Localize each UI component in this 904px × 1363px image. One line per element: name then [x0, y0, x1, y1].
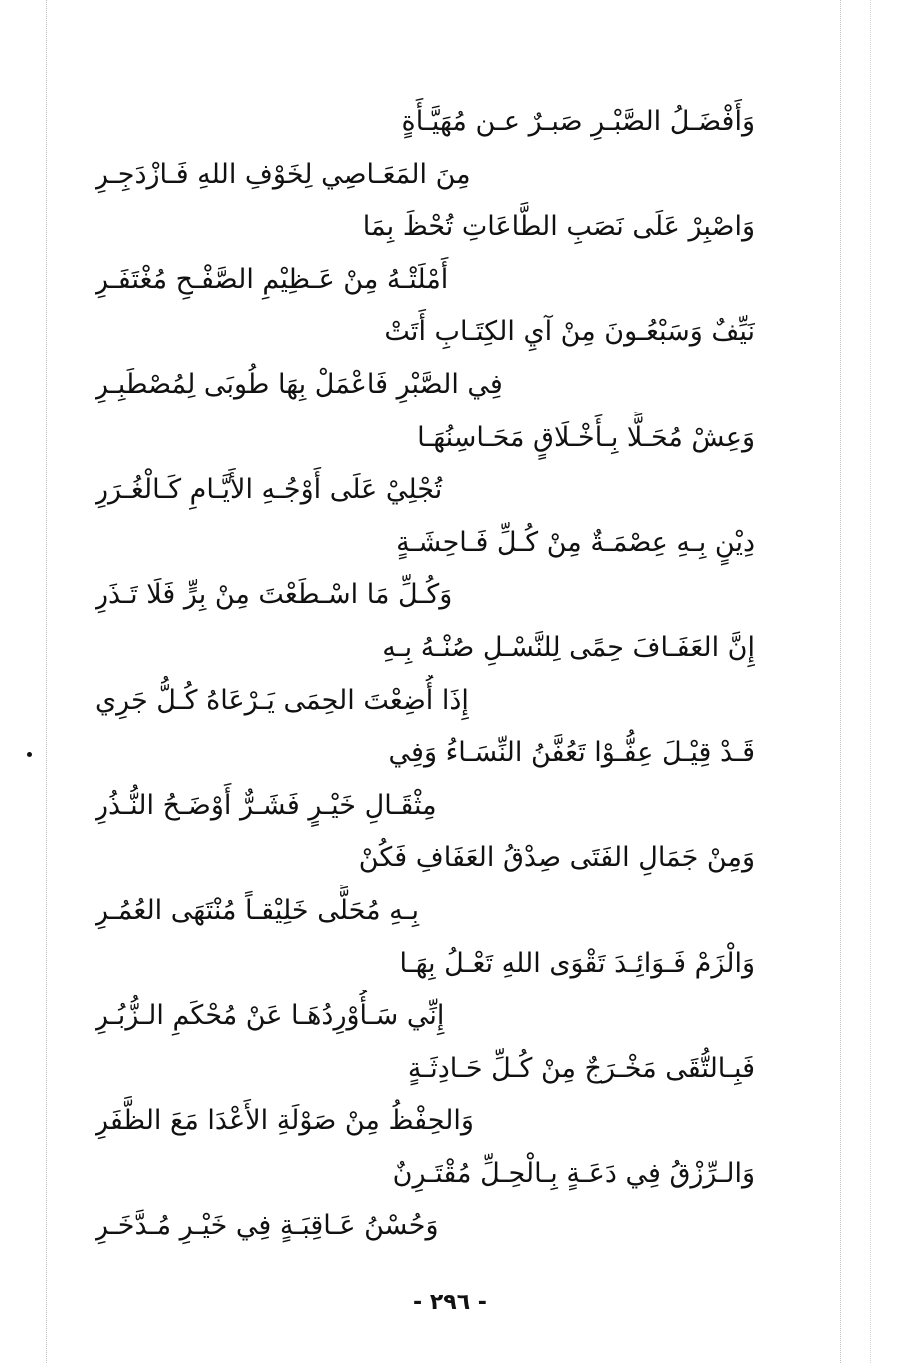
poem-line-9: دِيْنٍ بِـهِ عِصْمَـةٌ مِنْ كُـلِّ فَـاحِشَـةٍ	[396, 526, 755, 558]
page-edge-left	[46, 0, 47, 1363]
poem-line-15: وَمِنْ جَمَالِ الفَتَى صِدْقُ العَفَافِ فَكُنْ	[358, 842, 755, 874]
poem-line-5: نَيِّفٌ وَسَبْعُـونَ مِنْ آيِ الكِتَـابِ أَتَتْ	[384, 316, 755, 348]
poem-line-10: وَكُـلِّ مَا اسْـطَعْتَ مِنْ بِرٍّ فَلَا تَـذَرِ	[95, 579, 453, 611]
poem-line-20: وَالحِفْظُ مِنْ صَوْلَةِ الأَعْدَا مَعَ الظَّفَرِ	[95, 1105, 474, 1137]
poem-line-2: مِنَ المَعَـاصِي لِخَوْفِ اللهِ فَـازْدَجِـرِ	[95, 158, 471, 190]
page-number: - ٢٩٦ -	[413, 1290, 487, 1315]
poem-line-13: قَـدْ قِيْـلَ عِفُّـوْا تَعُفَّنُ النِّسَـاءُ وَفِي	[388, 737, 755, 769]
stray-ink-dot	[27, 752, 32, 757]
poem-body	[95, 96, 755, 1253]
poem-line-6: فِي الصَّبْرِ فَاعْمَلْ بِهَا طُوبَى لِمُصْطَبِـرِ	[95, 368, 503, 400]
page-edge-right-outer	[870, 0, 871, 1363]
poem-line-17: وَالْزَمْ فَـوَائِـدَ تَقْوَى اللهِ تَعْـلُ بِهَـا	[399, 947, 755, 979]
page-edge-right	[840, 0, 841, 1363]
poem-line-1: وَأَفْضَـلُ الصَّبْـرِ صَبـرٌ عـن مُهَيَّـأَةٍ	[401, 106, 755, 137]
poem-line-7: وَعِشْ مُحَـلًّا بِـأَخْـلَاقٍ مَحَـاسِنُهَـا	[417, 421, 755, 453]
poem-line-3: وَاصْبِرْ عَلَى نَصَبِ الطَّاعَاتِ تُحْظَ بِمَا	[362, 211, 755, 243]
poem-line-19: فَبِـالتُّقَى مَخْـرَجٌ مِنْ كُـلِّ حَـادِثَـةٍ	[407, 1052, 755, 1084]
poem-line-4: أَمْلَتْـهُ مِنْ عَـظِيْمِ الصَّفْـحِ مُغْتَفَـرِ	[95, 263, 449, 295]
poem-line-14: مِثْقَـالِ خَيْـرٍ فَشَـرٌّ أَوْضَـحُ النُّـذُرِ	[95, 789, 437, 821]
poem-line-21: وَالـرِّزْقُ فِي دَعَـةٍ بِـالْحِـلِّ مُقْتَـرِنٌ	[392, 1157, 755, 1189]
poem-line-12: إِذَا أُضِعْتَ الحِمَى يَـرْعَاهُ كُـلُّ جَرِي	[95, 684, 469, 716]
poem-line-8: تُجْلِيْ عَلَى أَوْجُـهِ الأَيَّـامِ كَـالْغُـرَرِ	[95, 474, 443, 506]
poem-line-22: وَحُسْنُ عَـاقِبَـةٍ فِي خَيْـرِ مُـدَّخَـرِ	[95, 1210, 439, 1242]
poem-line-11: إِنَّ العَفَـافَ حِمًى لِلنَّسْـلِ صُنْـهُ بِـهِ	[382, 631, 755, 663]
poem-line-18: إِنِّي سَـأُوْرِدُهَـا عَنْ مُحْكَمِ الـزُّبُـرِ	[95, 1000, 445, 1032]
poem-line-16: بِـهِ مُحَلًّى خَلِيْقـاً مُنْتَهَى العُمُـرِ	[95, 894, 420, 926]
